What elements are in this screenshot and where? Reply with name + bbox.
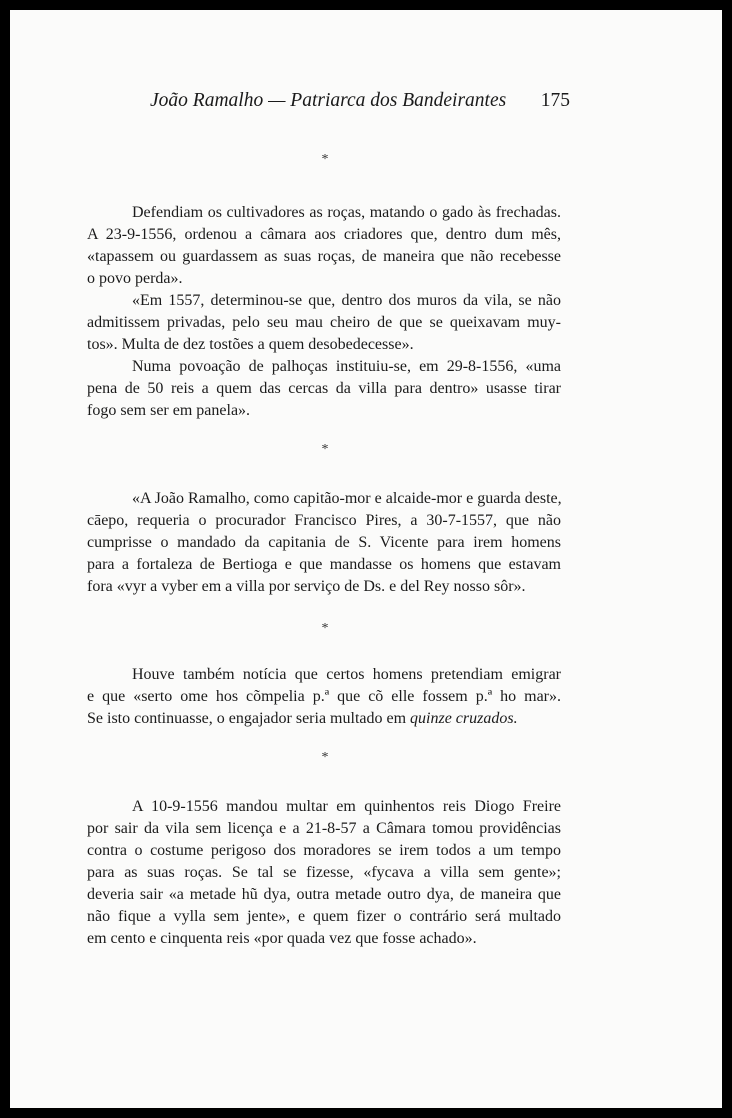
text-line: fora «vyr a vyber em a villa por serviço de Ds. e del Rey nosso sôr».: [87, 578, 526, 595]
text-line: «Em 1557, determinou-se que, dentro dos muros da vila, se não: [132, 292, 561, 309]
text-fragment: Se isto continuasse, o engajador seria multado em: [87, 710, 407, 727]
text-line: «tapassem ou guardassem as suas roças, de maneira que não recebesse: [87, 248, 561, 265]
section-separator: *: [321, 750, 329, 765]
text-line: não fique a vylla sem jente», e quem fizer o contrário será multado: [87, 908, 561, 925]
text-line: contra o costume perigoso dos moradores se irem todos a um tempo: [87, 842, 561, 859]
text-line: para a fortaleza de Bertioga e que mandasse os homens que estavam: [87, 556, 561, 573]
book-page: [10, 10, 722, 1108]
section-separator: *: [321, 442, 329, 457]
running-header: [150, 90, 580, 118]
paragraph-block-2: [87, 488, 561, 598]
text-line: Defendiam os cultivadores as roças, matando o gado às frechadas.: [132, 204, 561, 221]
text-line: A 10-9-1556 mandou multar em quinhentos reis Diogo Freire: [132, 798, 561, 815]
text-line: cumprisse o mandado da capitania de S. Vicente para irem homens: [87, 534, 561, 551]
text-line: tos». Multa de dez tostões a quem desobedecesse».: [87, 336, 414, 353]
text-line: «A João Ramalho, como capitão-mor e alcaide-mor e guarda deste,: [132, 490, 562, 507]
text-line: Numa povoação de palhoças instituiu-se, em 29-8-1556, «uma: [132, 358, 561, 375]
text-line: fogo sem ser em panela».: [87, 402, 251, 419]
text-line: Houve também notícia que certos homens pretendiam emigrar: [132, 666, 561, 683]
page-number: 175: [540, 90, 570, 111]
running-title: João Ramalho — Patriarca dos Bandeirantes: [150, 90, 507, 111]
text-line: deveria sair «a metade hũ dya, outra metade outro dya, de maneira que: [87, 886, 561, 903]
section-separator: *: [321, 621, 329, 636]
text-line: cāepo, requeria o procurador Francisco Pires, a 30-7-1557, que não: [87, 512, 561, 529]
paragraph-block-1: [87, 202, 561, 422]
paragraph-block-3: [87, 664, 561, 730]
text-line: A 23-9-1556, ordenou a câmara aos criadores que, dentro dum mês,: [87, 226, 561, 243]
paragraph-block-4: [87, 796, 561, 950]
text-line: em cento e cinquenta reis «por quada vez que fosse achado».: [87, 930, 477, 947]
text-line: pena de 50 reis a quem das cercas da villa para dentro» usasse tirar: [87, 380, 561, 397]
text-line: e que «serto ome hos cõmpelia p.ª que cõ elle fossem p.ª ho mar».: [87, 688, 561, 705]
text-line: por sair da vila sem licença e a 21-8-57 a Câmara tomou providências: [87, 820, 561, 837]
section-separator: *: [321, 152, 329, 167]
text-line: o povo perda».: [87, 270, 183, 287]
text-line: para as suas roças. Se tal se fizesse, «fycava a villa sem gente»;: [87, 864, 561, 881]
italic-phrase: quinze cruzados.: [410, 710, 518, 727]
text-line: admitissem privadas, pelo seu mau cheiro de que se queixavam muy-: [87, 314, 561, 331]
text-line: [87, 708, 561, 730]
